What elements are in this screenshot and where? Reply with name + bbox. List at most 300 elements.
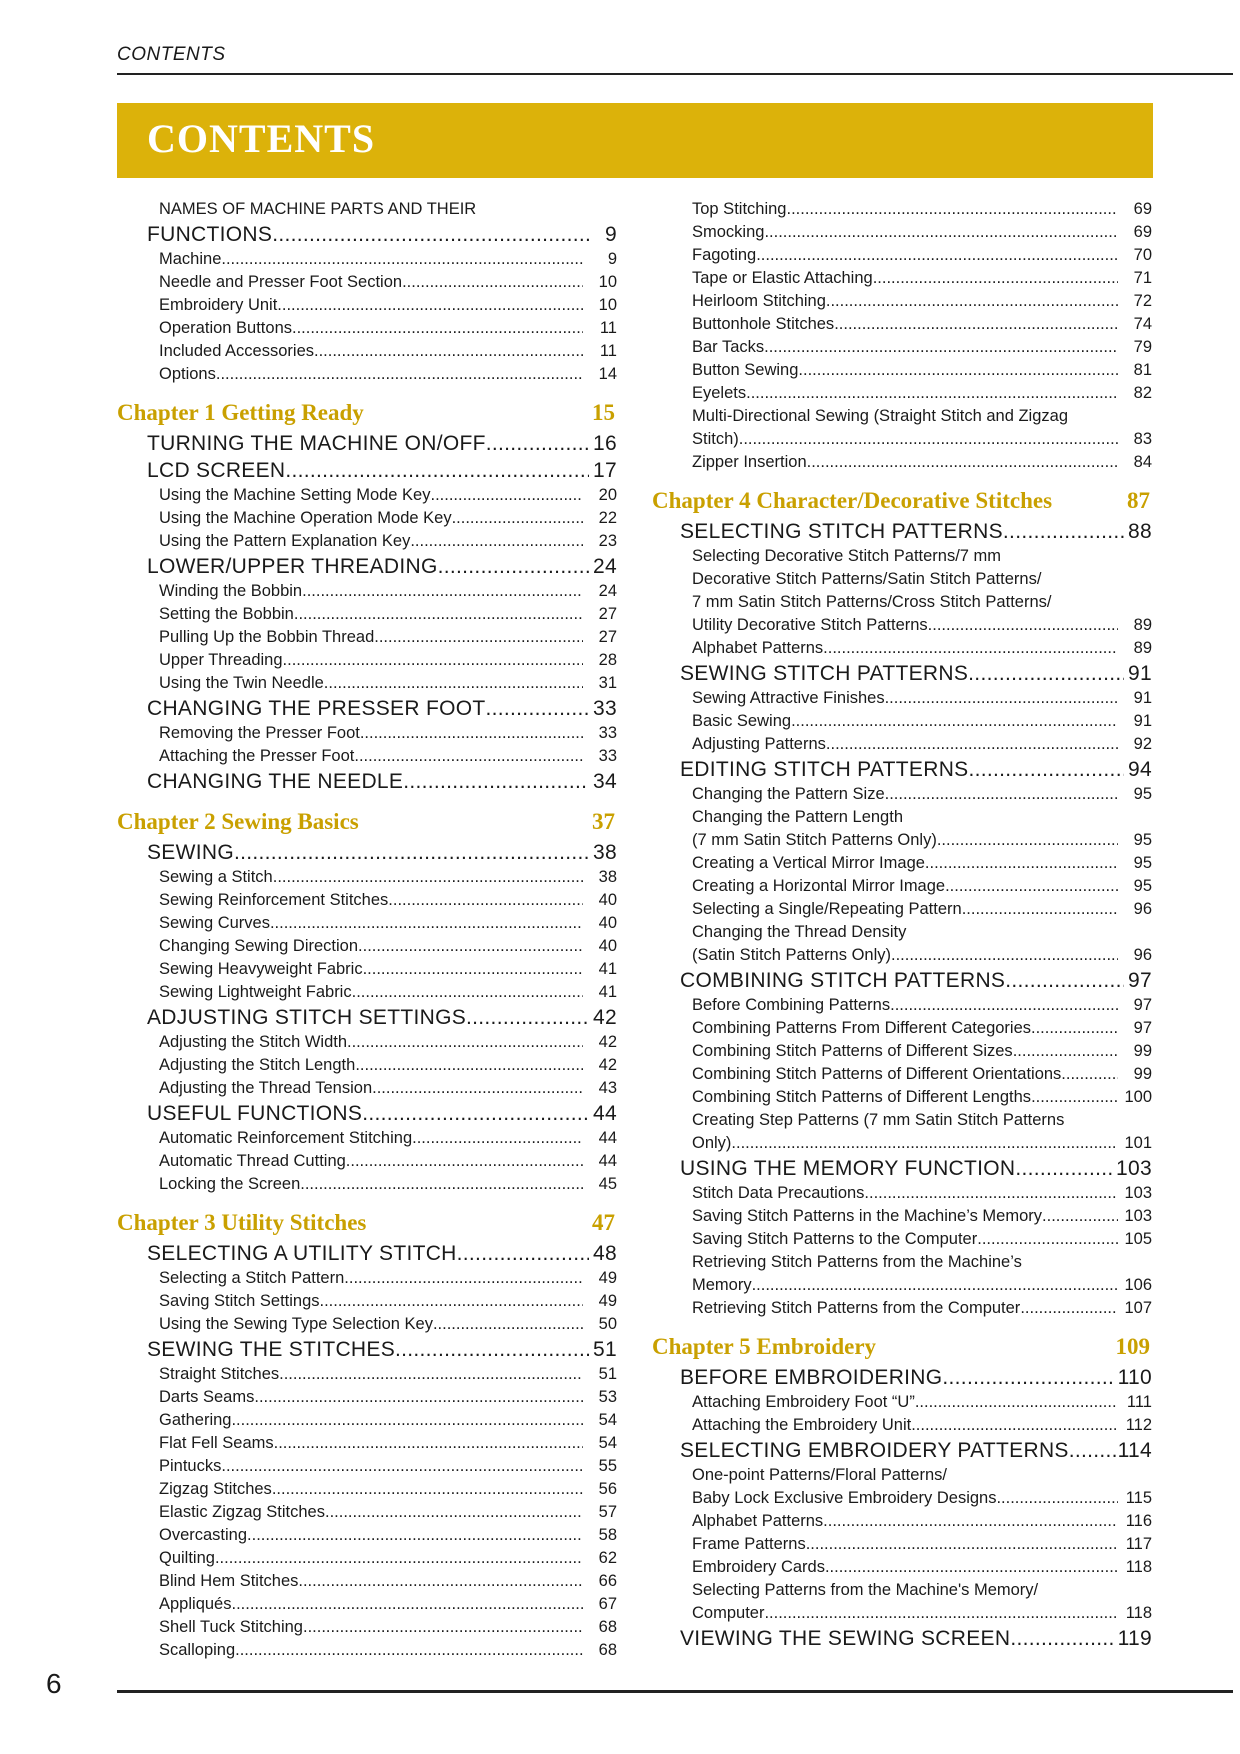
entry-title: Sewing Curves [159,914,270,932]
entry-title: Tape or Elastic Attaching [692,269,873,287]
toc-subentry[interactable] [652,996,1152,1019]
toc-section-entry[interactable] [117,1242,617,1269]
toc-subentry[interactable] [117,674,617,697]
toc-subentry[interactable] [117,1549,617,1572]
entry-page-number: 40 [598,937,617,955]
entry-title: Changing the Pattern Size [692,785,885,803]
entry-page-number: 117 [1125,1535,1152,1553]
entry-page-number: 24 [598,582,617,600]
toc-subentry[interactable] [117,319,617,342]
entry-title: Darts Seams [159,1388,255,1406]
entry-title: Selecting a Single/Repeating Pattern [692,900,962,918]
toc-section-entry[interactable] [652,758,1152,785]
toc-section-entry[interactable] [117,459,617,486]
entry-title: FUNCTIONS [147,223,273,246]
dot-leader [358,937,583,956]
entry-title: Quilting [159,1549,215,1567]
dot-leader [746,384,1118,403]
dot-leader [825,1558,1118,1577]
toc-subentry[interactable] [652,854,1152,877]
dot-leader [739,430,1118,449]
dot-leader [388,891,583,910]
entry-title: Combining Stitch Patterns of Different Lengths [692,1088,1032,1106]
dot-leader [216,365,583,384]
toc-subentry[interactable] [652,223,1152,246]
dot-leader [928,616,1118,635]
dot-leader [1015,1157,1114,1181]
chapter-1-heading[interactable] [117,400,617,430]
toc-subentry[interactable] [652,200,1152,223]
toc-entry-line [652,1581,1152,1604]
dot-leader [352,983,583,1002]
toc-subentry[interactable] [652,1065,1152,1088]
toc-section-entry[interactable] [652,1157,1152,1184]
toc-subentry[interactable] [652,689,1152,712]
chapter-5-heading[interactable] [652,1334,1152,1364]
chapter-title: Chapter 3 Utility Stitches [117,1210,367,1235]
entry-page-number: 22 [598,509,617,527]
dot-leader [272,1480,583,1499]
dot-leader [915,1393,1118,1412]
entry-title: Removing the Presser Foot [159,724,360,742]
entry-title: Adjusting Patterns [692,735,826,753]
dot-leader [410,532,583,551]
dot-leader [283,651,583,670]
toc-section-entry[interactable] [117,223,617,250]
dot-leader [968,662,1124,686]
toc-subentry[interactable] [652,639,1152,662]
toc-subentry[interactable] [652,453,1152,476]
entry-page-number: 74 [1133,315,1152,333]
right-column [652,200,1152,1654]
dot-leader [1013,1042,1118,1061]
toc-subentry[interactable] [117,1056,617,1079]
entry-page-number: 23 [598,532,617,550]
top-rule [117,73,1233,75]
entry-title: Using the Machine Operation Mode Key [159,509,452,527]
dot-leader [285,459,589,483]
entry-title: EDITING STITCH PATTERNS [680,758,969,781]
toc-section-entry[interactable] [117,841,617,868]
toc-subentry[interactable] [117,1079,617,1102]
toc-subentry[interactable] [117,891,617,914]
dot-leader [1031,1019,1118,1038]
entry-page-number: 42 [598,1033,617,1051]
page-number: 6 [46,1668,62,1699]
entry-title: Saving Stitch Settings [159,1292,320,1310]
dot-leader [925,854,1118,873]
toc-subentry[interactable] [117,1411,617,1434]
toc-section-entry[interactable] [117,697,617,724]
dot-leader [452,509,583,528]
dot-leader [1069,1439,1116,1463]
entry-page-number: 44 [598,1152,617,1170]
entry-title: Sewing Lightweight Fabric [159,983,352,1001]
right-intro [652,200,1152,476]
entry-title: Embroidery Cards [692,1558,825,1576]
toc-subentry[interactable] [652,1416,1152,1439]
dot-leader [247,1526,583,1545]
toc-subentry[interactable] [117,1388,617,1411]
toc-subentry[interactable] [117,628,617,651]
dot-leader [764,338,1118,357]
chapter-page: 109 [1115,1334,1150,1359]
dot-leader [403,770,589,794]
toc-subentry[interactable] [117,1457,617,1480]
entry-title: Memory [692,1276,752,1294]
entry-title: Multi-Directional Sewing (Straight Stitch and Zigzag [692,407,1068,425]
entry-page-number: 83 [1133,430,1152,448]
toc-subentry[interactable] [117,342,617,365]
dot-leader [885,689,1118,708]
chapter-4-heading[interactable] [652,488,1152,518]
toc-subentry[interactable] [117,1175,617,1198]
toc-subentry[interactable] [652,877,1152,900]
entry-page-number: 50 [598,1315,617,1333]
entry-title: Before Combining Patterns [692,996,891,1014]
toc-subentry[interactable] [117,1503,617,1526]
dot-leader [486,697,590,721]
toc-subentry[interactable] [652,1299,1152,1322]
dot-leader [968,758,1124,782]
toc-subentry[interactable] [117,582,617,605]
entry-page-number: 79 [1133,338,1152,356]
entry-page-number: 96 [1133,900,1152,918]
toc-subentry[interactable] [117,532,617,555]
dot-leader [823,639,1118,658]
entry-title: Embroidery Unit [159,296,278,314]
toc-subentry[interactable] [652,315,1152,338]
toc-subentry[interactable] [117,1480,617,1503]
entry-title: Button Sewing [692,361,799,379]
entry-page-number: 66 [598,1572,617,1590]
title-banner [117,103,1153,178]
entry-page-number: 40 [598,891,617,909]
dot-leader [945,877,1118,896]
toc-subentry[interactable] [652,1276,1152,1299]
entry-title: Creating a Horizontal Mirror Image [692,877,946,895]
toc-subentry[interactable] [652,831,1152,854]
entry-title: Machine [159,250,222,268]
toc-subentry[interactable] [117,1434,617,1457]
toc-section-entry[interactable] [117,1006,617,1033]
toc-subentry[interactable] [652,616,1152,639]
entry-page-number: 114 [1117,1439,1152,1462]
dot-leader [215,1549,583,1568]
entry-page-number: 27 [598,605,617,623]
dot-leader [231,1595,583,1614]
entry-page-number: 38 [598,868,617,886]
toc-section-entry[interactable] [117,1338,617,1365]
toc-subentry[interactable] [117,937,617,960]
entry-title: SELECTING A UTILITY STITCH [147,1242,457,1265]
entry-page-number: 28 [598,651,617,669]
entry-title: Gathering [159,1411,232,1429]
entry-page-number: 97 [1128,969,1152,992]
entry-page-number: 68 [598,1618,617,1636]
chapter-page: 87 [1127,488,1150,513]
dot-leader [355,1056,583,1075]
entry-title: Attaching Embroidery Foot “U” [692,1393,915,1411]
dot-leader [942,1366,1115,1390]
entry-title: LCD SCREEN [147,459,286,482]
toc-entry-line [652,808,1152,831]
entry-page-number: 49 [598,1292,617,1310]
toc-subentry[interactable] [652,900,1152,923]
entry-title: Pulling Up the Bobbin Thread [159,628,375,646]
chapter-2-heading[interactable] [117,809,617,839]
entry-title: Utility Decorative Stitch Patterns [692,616,928,634]
toc-subentry[interactable] [117,960,617,983]
toc-subentry[interactable] [117,1292,617,1315]
entry-page-number: 96 [1133,946,1152,964]
toc-entry-line [652,547,1152,570]
toc-subentry[interactable] [117,724,617,747]
entry-title: Using the Sewing Type Selection Key [159,1315,433,1333]
entry-page-number: 24 [593,555,617,578]
entry-page-number: 31 [598,674,617,692]
toc-subentry[interactable] [117,1526,617,1549]
dot-leader [864,1184,1118,1203]
toc-subentry[interactable] [117,273,617,296]
dot-leader [235,1641,583,1660]
entry-title: Changing the Thread Density [692,923,907,941]
entry-title: Creating Step Patterns (7 mm Satin Stitch Patterns [692,1111,1065,1129]
dot-leader [374,628,583,647]
toc-subentry[interactable] [652,1134,1152,1157]
dot-leader [347,1033,583,1052]
toc-section-entry[interactable] [652,1627,1152,1654]
entry-page-number: 112 [1125,1416,1152,1434]
dot-leader [302,582,583,601]
entry-page-number: 97 [1133,996,1152,1014]
dot-leader [996,1489,1118,1508]
entry-title: Fagoting [692,246,757,264]
entry-title: Sewing Reinforcement Stitches [159,891,389,909]
toc-entry-line [652,923,1152,946]
dot-leader [834,315,1118,334]
entry-title: LOWER/UPPER THREADING [147,555,438,578]
entry-page-number: 55 [598,1457,617,1475]
toc-subentry[interactable] [652,946,1152,969]
chapter-title: Chapter 5 Embroidery [652,1334,877,1359]
dot-leader [363,960,583,979]
entry-page-number: 99 [1133,1065,1152,1083]
toc-subentry[interactable] [652,292,1152,315]
toc-subentry[interactable] [117,1365,617,1388]
toc-subentry[interactable] [652,1512,1152,1535]
toc-subentry[interactable] [652,1088,1152,1111]
dot-leader [325,1503,583,1522]
entry-title: Buttonhole Stitches [692,315,835,333]
entry-title: Combining Patterns From Different Categories [692,1019,1032,1037]
entry-page-number: 42 [593,1006,617,1029]
toc-subentry[interactable] [652,384,1152,407]
dot-leader [402,273,583,292]
entry-title: Stitch) [692,430,739,448]
toc-subentry[interactable] [117,605,617,628]
toc-subentry[interactable] [117,365,617,388]
entry-page-number: 111 [1126,1393,1152,1411]
toc-subentry[interactable] [652,1393,1152,1416]
toc-subentry[interactable] [117,1152,617,1175]
toc-subentry[interactable] [117,1033,617,1056]
dot-leader [294,605,583,624]
toc-subentry[interactable] [117,983,617,1006]
entry-title: Eyelets [692,384,747,402]
dot-leader [1005,969,1124,993]
chapter-page: 15 [592,400,615,425]
entry-title: Alphabet Patterns [692,639,824,657]
toc-section-entry[interactable] [652,662,1152,689]
entry-title: Combining Stitch Patterns of Different Sizes [692,1042,1013,1060]
entry-page-number: 41 [598,960,617,978]
toc-subentry[interactable] [652,712,1152,735]
entry-page-number: 33 [593,697,617,720]
entry-title: Using the Twin Needle [159,674,324,692]
entry-title: Operation Buttons [159,319,292,337]
chapter-title: Chapter 1 Getting Ready [117,400,364,425]
dot-leader [826,735,1118,754]
entry-page-number: 67 [598,1595,617,1613]
dot-leader [1061,1065,1118,1084]
dot-leader [457,1242,589,1266]
entry-title: Automatic Thread Cutting [159,1152,346,1170]
toc-subentry[interactable] [117,1618,617,1641]
entry-page-number: 20 [598,486,617,504]
chapter-5-entries [652,1366,1152,1654]
entry-title: One-point Patterns/Floral Patterns/ [692,1466,947,1484]
entry-title: 7 mm Satin Stitch Patterns/Cross Stitch Patterns/ [692,593,1052,611]
entry-page-number: 91 [1133,712,1152,730]
toc-subentry[interactable] [652,1042,1152,1065]
toc-subentry[interactable] [652,1019,1152,1042]
entry-page-number: 33 [598,747,617,765]
toc-subentry[interactable] [117,1315,617,1338]
entry-title: (7 mm Satin Stitch Patterns Only) [692,831,937,849]
dot-leader [360,724,583,743]
entry-title: Sewing Heavyweight Fabric [159,960,363,978]
entry-page-number: 48 [593,1242,617,1265]
toc-subentry[interactable] [652,338,1152,361]
toc-subentry[interactable] [652,1604,1152,1627]
toc-subentry[interactable] [117,1572,617,1595]
toc-section-entry[interactable] [117,555,617,582]
toc-section-entry[interactable] [652,1366,1152,1393]
toc-subentry[interactable] [117,868,617,891]
toc-subentry[interactable] [117,1129,617,1152]
chapter-title: Chapter 4 Character/Decorative Stitches [652,488,1053,513]
dot-leader [324,674,583,693]
toc-section-entry[interactable] [652,1439,1152,1466]
entry-title: Appliqués [159,1595,232,1613]
dot-leader [764,223,1118,242]
toc-subentry[interactable] [652,1184,1152,1207]
toc-subentry[interactable] [117,486,617,509]
dot-leader [798,361,1118,380]
toc-subentry[interactable] [117,1641,617,1664]
dot-leader [346,1152,583,1171]
entry-page-number: 45 [598,1175,617,1193]
toc-subentry[interactable] [652,430,1152,453]
entry-title: Elastic Zigzag Stitches [159,1503,325,1521]
toc-subentry[interactable] [117,914,617,937]
entry-page-number: 91 [1133,689,1152,707]
entry-title: Decorative Stitch Patterns/Satin Stitch Patterns/ [692,570,1042,588]
entry-title: CHANGING THE NEEDLE [147,770,404,793]
dot-leader [292,319,583,338]
toc-subentry[interactable] [652,1535,1152,1558]
toc-entry-line [652,1111,1152,1134]
entry-page-number: 95 [1133,785,1152,803]
entry-title: Included Accessories [159,342,315,360]
toc-subentry[interactable] [117,1595,617,1618]
toc-entry-line [652,1466,1152,1489]
toc-subentry[interactable] [117,296,617,319]
dot-leader [885,785,1118,804]
dot-leader [911,1416,1118,1435]
entry-page-number: 16 [593,432,617,455]
toc-subentry[interactable] [652,1230,1152,1253]
entry-title: Flat Fell Seams [159,1434,274,1452]
toc-subentry[interactable] [652,246,1152,269]
entry-title: Combining Stitch Patterns of Different Orientations [692,1065,1062,1083]
toc-subentry[interactable] [652,1558,1152,1581]
toc-subentry[interactable] [117,651,617,674]
toc-subentry[interactable] [117,509,617,532]
entry-title: Straight Stitches [159,1365,280,1383]
toc-subentry[interactable] [117,1269,617,1292]
toc-subentry[interactable] [652,269,1152,292]
entry-title: Adjusting the Thread Tension [159,1079,373,1097]
entry-page-number: 116 [1125,1512,1152,1530]
entry-page-number: 11 [599,342,617,360]
entry-title: SELECTING EMBROIDERY PATTERNS [680,1439,1069,1462]
toc-section-entry[interactable] [652,969,1152,996]
entry-page-number: 105 [1124,1230,1152,1248]
entry-page-number: 84 [1133,453,1152,471]
dot-leader [1010,1627,1115,1651]
entry-page-number: 17 [593,459,617,482]
dot-leader [314,342,583,361]
entry-title: Changing Sewing Direction [159,937,359,955]
entry-page-number: 62 [598,1549,617,1567]
entry-page-number: 95 [1133,877,1152,895]
entry-page-number: 97 [1133,1019,1152,1037]
entry-page-number: 41 [598,983,617,1001]
toc-subentry[interactable] [652,735,1152,758]
chapter-3-heading[interactable] [117,1210,617,1240]
dot-leader [826,292,1118,311]
entry-page-number: 14 [598,365,617,383]
entry-title: COMBINING STITCH PATTERNS [680,969,1006,992]
entry-title: Bar Tacks [692,338,765,356]
toc-section-entry[interactable] [117,770,617,797]
toc-subentry[interactable] [652,785,1152,808]
toc-section-entry[interactable] [117,1102,617,1129]
entry-page-number: 99 [1133,1042,1152,1060]
toc-subentry[interactable] [652,1489,1152,1512]
entry-page-number: 106 [1124,1276,1152,1294]
toc-section-entry[interactable] [117,432,617,459]
toc-subentry[interactable] [652,361,1152,384]
toc-section-entry[interactable] [652,520,1152,547]
toc-subentry[interactable] [117,747,617,770]
toc-subentry[interactable] [652,1207,1152,1230]
toc-subentry[interactable] [117,250,617,273]
entry-title: Adjusting the Stitch Length [159,1056,356,1074]
dot-leader [298,1572,583,1591]
